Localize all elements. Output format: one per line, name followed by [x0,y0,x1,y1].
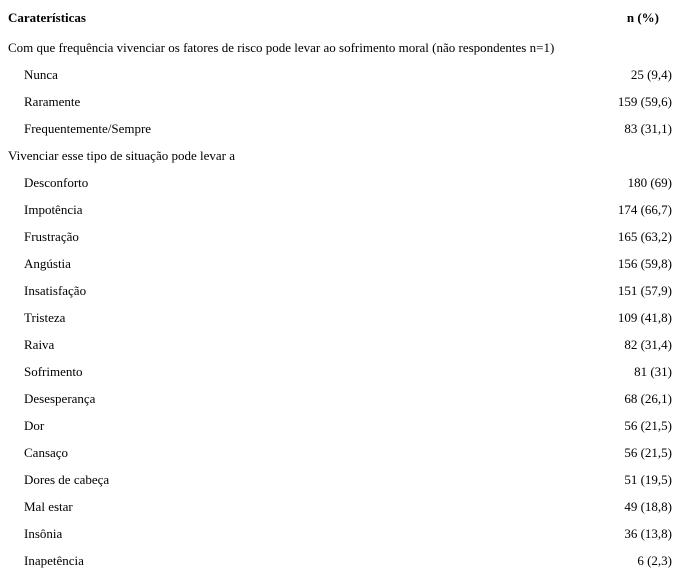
section-title: Com que frequência vivenciar os fatores de risco pode levar ao sofrimento moral (não respondentes n=1) [8,40,555,55]
table-row [0,250,680,277]
table-row [0,88,680,115]
section-title-row [0,34,680,61]
row-label: Insatisfação [24,283,87,298]
row-label: Raramente [24,94,81,109]
row-value: 156 (59,8) [617,256,672,271]
row-value: 180 (69) [627,175,672,190]
table-row [0,547,680,574]
row-label: Tristeza [24,310,66,325]
header-characteristics: Caraterísticas [8,10,86,25]
table-row [0,223,680,250]
table-row [0,61,680,88]
row-value: 68 (26,1) [624,391,672,406]
row-label: Impotência [24,202,83,217]
table-row [0,412,680,439]
row-label: Frequentemente/Sempre [24,121,152,136]
row-label: Dor [24,418,45,433]
row-label: Sofrimento [24,364,83,379]
row-value: 56 (21,5) [624,418,672,433]
row-label: Cansaço [24,445,69,460]
table-row [0,304,680,331]
row-value: 165 (63,2) [617,229,672,244]
header-n-percent: n (%) [626,10,659,25]
table-row [0,115,680,142]
table-row [0,277,680,304]
table-row [0,439,680,466]
row-value: 6 (2,3) [637,553,672,568]
table-row [0,493,680,520]
table-row [0,385,680,412]
table-row [0,196,680,223]
row-label: Frustração [24,229,79,244]
row-value: 49 (18,8) [624,499,672,514]
row-label: Angústia [24,256,71,271]
row-value: 83 (31,1) [624,121,672,136]
table-body [0,34,680,574]
row-label: Nunca [24,67,58,82]
row-label: Inapetência [24,553,84,568]
row-value: 81 (31) [634,364,672,379]
table-header-row [0,2,680,34]
table-row [0,466,680,493]
table-row [0,520,680,547]
row-value: 36 (13,8) [624,526,672,541]
row-value: 51 (19,5) [624,472,672,487]
row-value: 56 (21,5) [624,445,672,460]
row-label: Desesperança [24,391,96,406]
row-label: Raiva [24,337,55,352]
row-label: Desconforto [24,175,89,190]
section-title: Vivenciar esse tipo de situação pode levar a [8,148,235,163]
table-row [0,358,680,385]
row-label: Insônia [24,526,63,541]
row-value: 25 (9,4) [630,67,672,82]
row-label: Dores de cabeça [24,472,110,487]
table-row [0,169,680,196]
row-value: 151 (57,9) [617,283,672,298]
row-value: 159 (59,6) [617,94,672,109]
row-value: 109 (41,8) [617,310,672,325]
table-row [0,331,680,358]
row-value: 174 (66,7) [617,202,672,217]
row-value: 82 (31,4) [624,337,672,352]
section-title-row [0,142,680,169]
row-label: Mal estar [24,499,73,514]
